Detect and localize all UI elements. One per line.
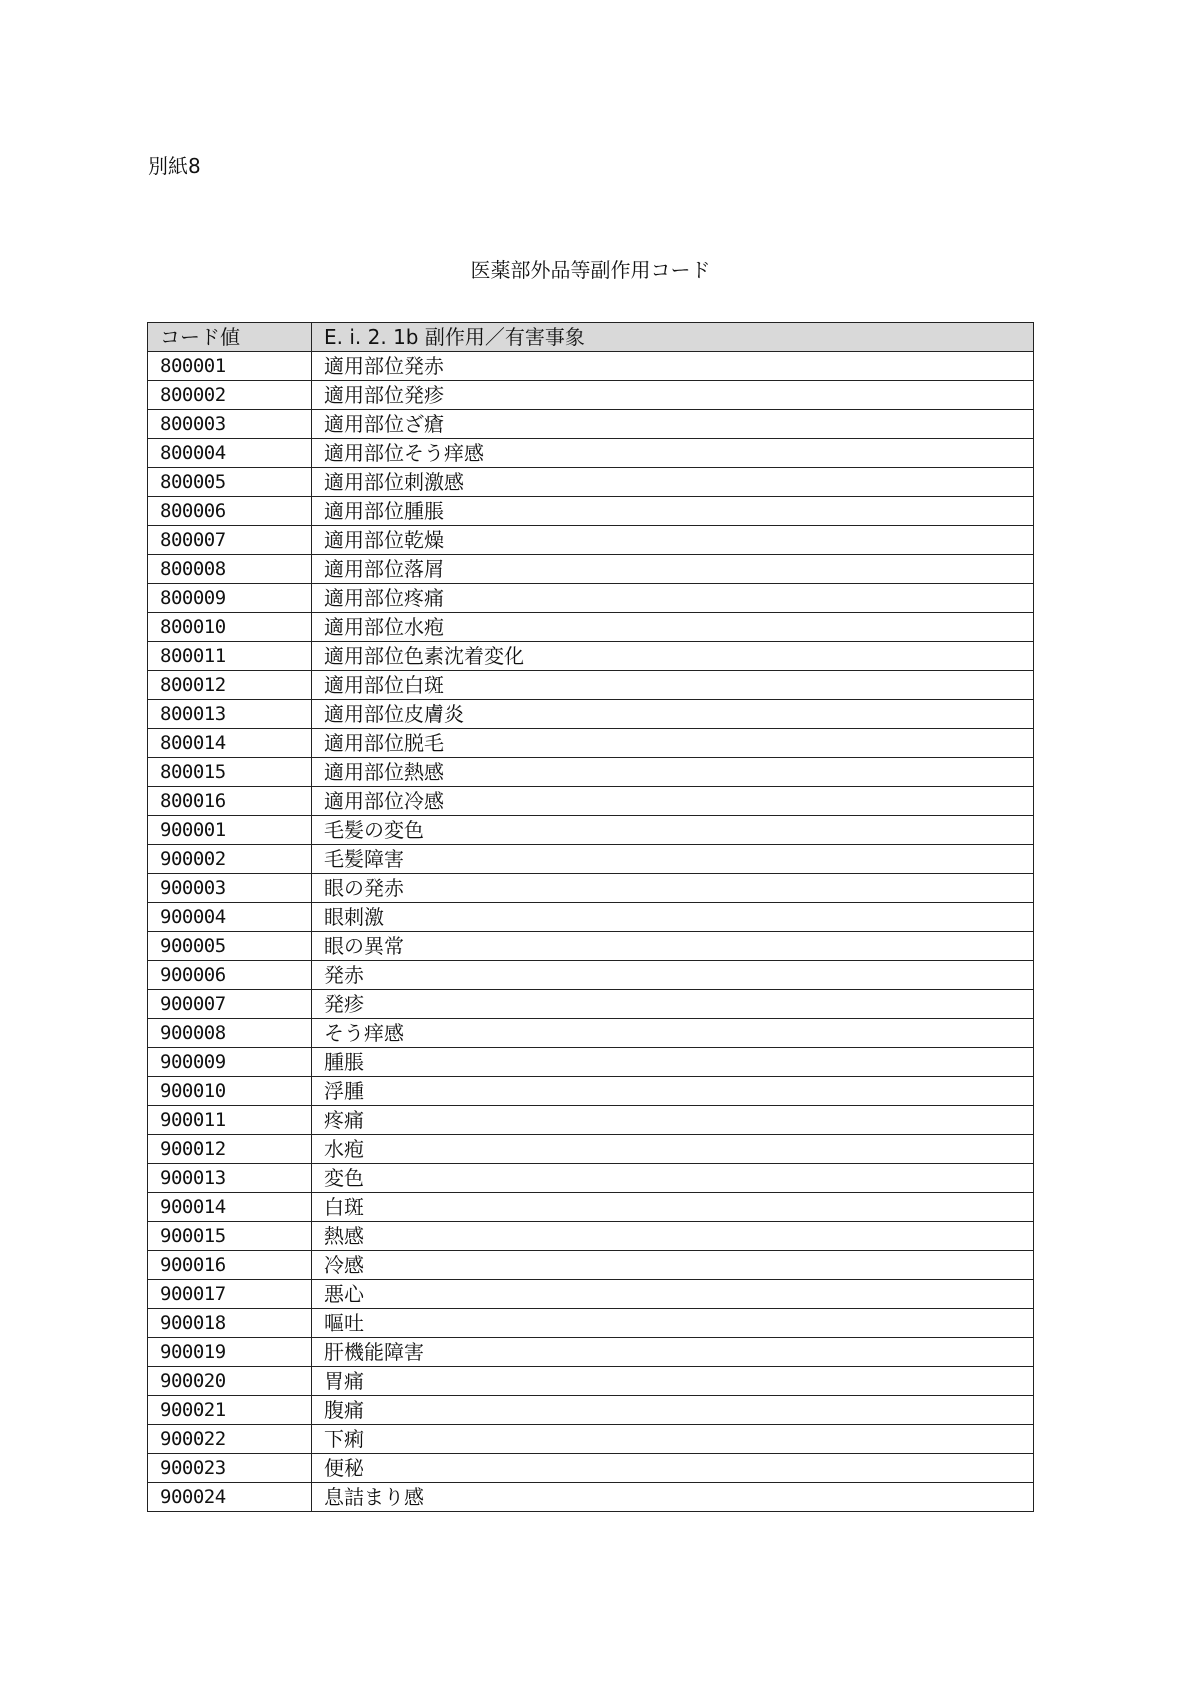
reaction-name-cell: 熱感: [312, 1222, 1034, 1251]
reaction-name-cell: 眼の発赤: [312, 874, 1034, 903]
code-value-cell: 900021: [148, 1396, 312, 1425]
code-value-cell: 900005: [148, 932, 312, 961]
table-row: [148, 1077, 1034, 1106]
code-value-cell: 800016: [148, 787, 312, 816]
code-value-cell: 900017: [148, 1280, 312, 1309]
table-row: [148, 642, 1034, 671]
reaction-name-cell: 眼の異常: [312, 932, 1034, 961]
reaction-name-cell: 適用部位水疱: [312, 613, 1034, 642]
code-value-cell: 900022: [148, 1425, 312, 1454]
code-value-cell: 800004: [148, 439, 312, 468]
code-value-cell: 800002: [148, 381, 312, 410]
table-row: [148, 1251, 1034, 1280]
reaction-name-cell: 毛髪の変色: [312, 816, 1034, 845]
table-row: [148, 1193, 1034, 1222]
code-value-cell: 800006: [148, 497, 312, 526]
reaction-name-cell: 発赤: [312, 961, 1034, 990]
table-row: [148, 1367, 1034, 1396]
reaction-name-cell: 発疹: [312, 990, 1034, 1019]
reaction-name-cell: 適用部位刺激感: [312, 468, 1034, 497]
reaction-name-cell: 適用部位乾燥: [312, 526, 1034, 555]
code-value-cell: 900010: [148, 1077, 312, 1106]
code-value-cell: 900019: [148, 1338, 312, 1367]
table-row: [148, 352, 1034, 381]
table-row: [148, 555, 1034, 584]
table-row: [148, 1048, 1034, 1077]
reaction-name-cell: そう痒感: [312, 1019, 1034, 1048]
reaction-name-cell: 適用部位熱感: [312, 758, 1034, 787]
code-value-cell: 900011: [148, 1106, 312, 1135]
table-row: [148, 845, 1034, 874]
reaction-name-cell: 胃痛: [312, 1367, 1034, 1396]
reaction-name-cell: 変色: [312, 1164, 1034, 1193]
code-value-cell: 900008: [148, 1019, 312, 1048]
table-row: [148, 1338, 1034, 1367]
code-value-cell: 900023: [148, 1454, 312, 1483]
reaction-name-cell: 適用部位そう痒感: [312, 439, 1034, 468]
code-value-cell: 900018: [148, 1309, 312, 1338]
code-value-cell: 800008: [148, 555, 312, 584]
table-row: [148, 1280, 1034, 1309]
reaction-name-cell: 疼痛: [312, 1106, 1034, 1135]
code-value-cell: 900002: [148, 845, 312, 874]
reaction-name-cell: 腹痛: [312, 1396, 1034, 1425]
table-row: [148, 439, 1034, 468]
reaction-name-cell: 息詰まり感: [312, 1483, 1034, 1512]
table-row: [148, 497, 1034, 526]
table-row: [148, 410, 1034, 439]
table-row: [148, 1019, 1034, 1048]
table-row: [148, 787, 1034, 816]
code-value-cell: 900024: [148, 1483, 312, 1512]
column-header-reaction: E. i. 2. 1b 副作用／有害事象: [312, 323, 1034, 352]
table-row: [148, 468, 1034, 497]
code-value-cell: 900007: [148, 990, 312, 1019]
reaction-name-cell: 白斑: [312, 1193, 1034, 1222]
reaction-name-cell: 適用部位ざ瘡: [312, 410, 1034, 439]
code-value-cell: 900003: [148, 874, 312, 903]
table-body: [148, 352, 1034, 1512]
reaction-name-cell: 便秘: [312, 1454, 1034, 1483]
reaction-name-cell: 浮腫: [312, 1077, 1034, 1106]
reaction-name-cell: 適用部位脱毛: [312, 729, 1034, 758]
reaction-name-cell: 冷感: [312, 1251, 1034, 1280]
code-value-cell: 900014: [148, 1193, 312, 1222]
reaction-name-cell: 適用部位冷感: [312, 787, 1034, 816]
table-row: [148, 1454, 1034, 1483]
table-row: [148, 874, 1034, 903]
table-row: [148, 729, 1034, 758]
code-value-cell: 900006: [148, 961, 312, 990]
code-value-cell: 900016: [148, 1251, 312, 1280]
reaction-name-cell: 水疱: [312, 1135, 1034, 1164]
table-row: [148, 932, 1034, 961]
code-value-cell: 900012: [148, 1135, 312, 1164]
page-title: 医薬部外品等副作用コード: [470, 258, 711, 282]
reaction-name-cell: 適用部位落屑: [312, 555, 1034, 584]
table-row: [148, 1135, 1034, 1164]
code-value-cell: 900020: [148, 1367, 312, 1396]
table-row: [148, 700, 1034, 729]
table-row: [148, 961, 1034, 990]
table-header-row: [148, 323, 1034, 352]
table-row: [148, 1106, 1034, 1135]
table-row: [148, 816, 1034, 845]
code-value-cell: 800013: [148, 700, 312, 729]
reaction-name-cell: 適用部位白斑: [312, 671, 1034, 700]
table-row: [148, 526, 1034, 555]
reaction-name-cell: 肝機能障害: [312, 1338, 1034, 1367]
table-row: [148, 990, 1034, 1019]
code-value-cell: 800007: [148, 526, 312, 555]
reaction-name-cell: 適用部位皮膚炎: [312, 700, 1034, 729]
code-value-cell: 900001: [148, 816, 312, 845]
table-row: [148, 613, 1034, 642]
reaction-name-cell: 適用部位色素沈着変化: [312, 642, 1034, 671]
code-value-cell: 800012: [148, 671, 312, 700]
code-value-cell: 900004: [148, 903, 312, 932]
table-row: [148, 1164, 1034, 1193]
table-row: [148, 903, 1034, 932]
code-value-cell: 800011: [148, 642, 312, 671]
table-row: [148, 1483, 1034, 1512]
code-value-cell: 800015: [148, 758, 312, 787]
reaction-name-cell: 毛髪障害: [312, 845, 1034, 874]
table-row: [148, 1309, 1034, 1338]
reaction-name-cell: 悪心: [312, 1280, 1034, 1309]
table-row: [148, 1222, 1034, 1251]
reaction-name-cell: 嘔吐: [312, 1309, 1034, 1338]
code-value-cell: 900009: [148, 1048, 312, 1077]
code-value-cell: 800014: [148, 729, 312, 758]
code-value-cell: 800005: [148, 468, 312, 497]
reaction-name-cell: 適用部位疼痛: [312, 584, 1034, 613]
reaction-name-cell: 眼刺激: [312, 903, 1034, 932]
code-value-cell: 800010: [148, 613, 312, 642]
table-row: [148, 1396, 1034, 1425]
adverse-reaction-code-table: [147, 322, 1034, 1512]
code-value-cell: 900013: [148, 1164, 312, 1193]
table-row: [148, 584, 1034, 613]
reaction-name-cell: 適用部位発赤: [312, 352, 1034, 381]
reaction-name-cell: 適用部位発疹: [312, 381, 1034, 410]
table-row: [148, 1425, 1034, 1454]
table-row: [148, 671, 1034, 700]
code-value-cell: 800001: [148, 352, 312, 381]
code-value-cell: 800003: [148, 410, 312, 439]
code-value-cell: 800009: [148, 584, 312, 613]
column-header-code: コード値: [148, 323, 312, 352]
annex-label: 別紙8: [148, 154, 201, 178]
reaction-name-cell: 適用部位腫脹: [312, 497, 1034, 526]
reaction-name-cell: 下痢: [312, 1425, 1034, 1454]
table-row: [148, 381, 1034, 410]
table-row: [148, 758, 1034, 787]
code-value-cell: 900015: [148, 1222, 312, 1251]
reaction-name-cell: 腫脹: [312, 1048, 1034, 1077]
